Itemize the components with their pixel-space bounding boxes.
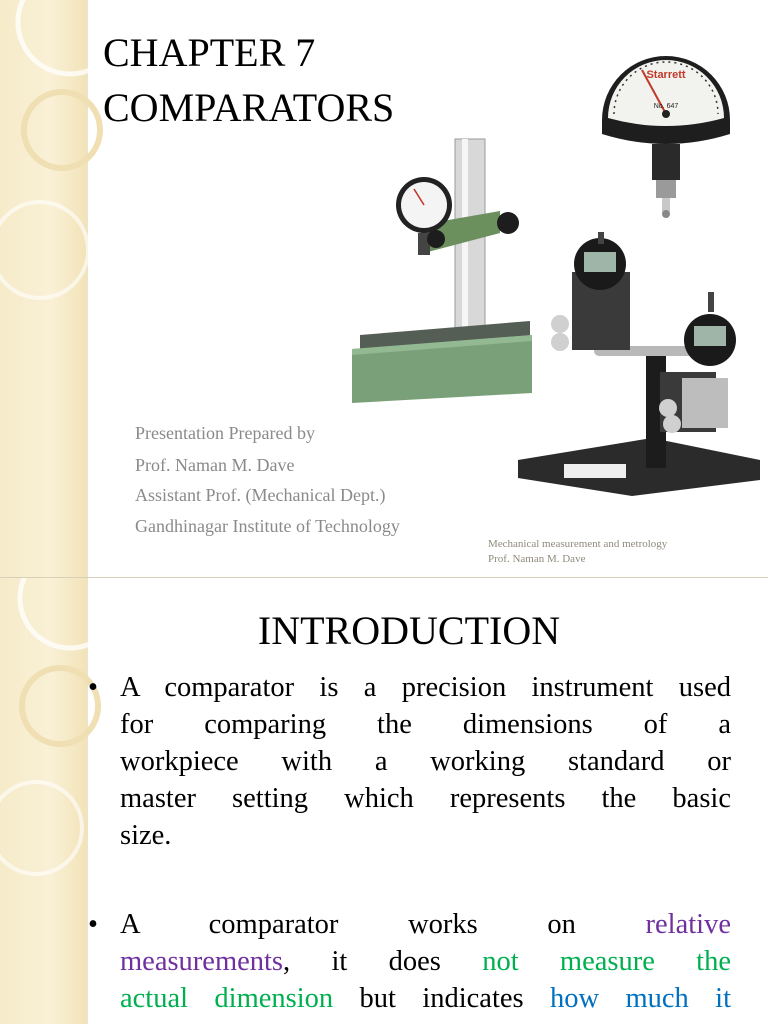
- bullet-text: [120, 906, 731, 1017]
- text-highlight-purple: relative: [645, 909, 731, 940]
- digital-comparator-image: [512, 228, 762, 498]
- slide-heading: INTRODUCTION: [257, 608, 561, 653]
- text-highlight-green: actual dimension: [120, 983, 334, 1014]
- bullet-line: workpiece with a working standard or: [120, 746, 731, 777]
- bullet-line: master setting which represents the basic: [120, 783, 731, 814]
- bullet-line: [120, 906, 731, 943]
- dial-brand-label: Starrett: [646, 69, 686, 81]
- credit-line: Presentation Prepared by: [135, 423, 315, 443]
- bullet-text: [120, 669, 731, 854]
- bullet-marker: •: [88, 909, 98, 940]
- bullet-line: [120, 980, 731, 1017]
- text-plain: , it does: [283, 946, 483, 977]
- bullet-line: size.: [120, 820, 172, 851]
- text-highlight-green: not measure the: [482, 946, 732, 977]
- dial-model-label: No. 647: [653, 103, 679, 110]
- bullet-point-definition: [88, 669, 731, 854]
- introduction-slide: [0, 578, 768, 1024]
- credit-author: Prof. Naman M. Dave: [135, 455, 295, 475]
- comparator-stand-image: [340, 135, 540, 405]
- bullet-line: for comparing the dimensions of a: [120, 709, 731, 740]
- footer-subject: Mechanical measurement and metrology: [488, 538, 668, 550]
- bullet-marker: •: [88, 672, 98, 703]
- footer-author: Prof. Naman M. Dave: [488, 553, 586, 565]
- bullet-point-relative-measurement: [88, 906, 731, 1017]
- bullet-line: [120, 943, 731, 980]
- text-plain: A comparator works on: [120, 909, 646, 940]
- text-highlight-purple: measurements: [120, 946, 284, 977]
- chapter-subtitle: COMPARATORS: [103, 85, 395, 130]
- chapter-title: CHAPTER 7: [103, 30, 316, 75]
- text-plain: but indicates: [333, 983, 550, 1014]
- credit-designation: Assistant Prof. (Mechanical Dept.): [135, 485, 386, 505]
- text-highlight-blue: how much it: [550, 983, 731, 1014]
- dial-indicator-image: [592, 22, 742, 222]
- bullet-line: A comparator is a precision instrument used: [120, 672, 731, 703]
- credit-institute: Gandhinagar Institute of Technology: [135, 516, 400, 536]
